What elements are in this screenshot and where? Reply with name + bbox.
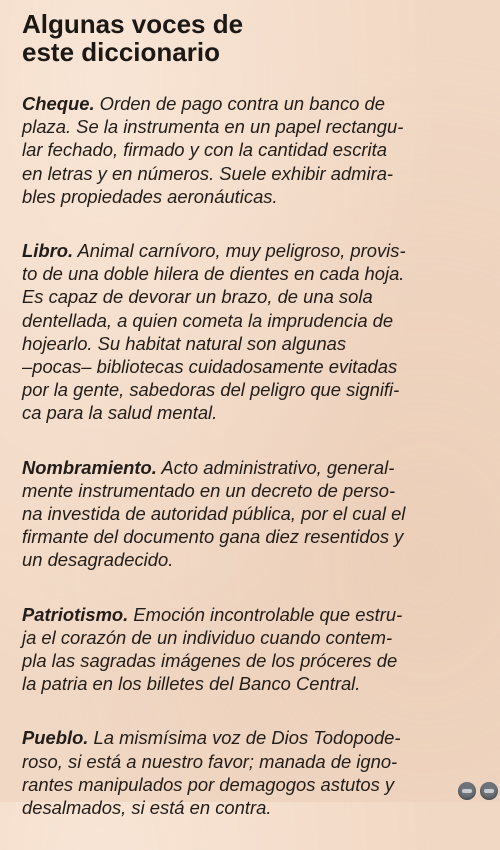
entry-line [22,262,490,285]
entry-line [22,332,490,355]
entry-text: por la gente, sabedoras del peligro que signifi- [22,379,400,401]
page-title [22,10,490,66]
dictionary-entry [22,239,490,425]
entry-line [22,672,490,695]
entry-term: Libro. [22,240,74,262]
entry-text: ja el corazón de un individuo cuando contem- [22,626,393,648]
entry-line [22,649,490,672]
entry-text: Orden de pago contra un banco de [94,93,385,114]
entry-term: Pueblo. [22,727,89,749]
entry-text: lar fechado, firmado y con la cantidad escrita [22,139,387,161]
entry-text: desalmados, si está en contra. [22,797,272,819]
entry-term: Cheque. [22,93,95,114]
entry-line [22,626,490,649]
dictionary-entry [22,456,490,572]
entry-text: hojearlo. Su habitat natural son algunas [22,332,347,354]
article [22,10,490,850]
entry-line [22,548,490,571]
entry-text: firmante del documento gana diez resentidos y [22,526,404,548]
entry-line [22,773,490,796]
entry-text: roso, si está a nuestro favor; manada de igno- [22,750,398,772]
entry-line [22,603,490,626]
entry-text: bles propiedades aeronáuticas. [22,185,278,207]
entry-line [22,92,490,115]
badge-icon [458,782,476,800]
entry-line [22,378,490,401]
dictionary-entry [22,726,490,819]
entry-text: La mismísima voz de Dios Todopode- [88,727,401,749]
entry-text: en letras y en números. Suele exhibir admira- [22,162,394,184]
dictionary-entry [22,92,490,208]
entry-line [22,162,490,185]
entry-line [22,239,490,262]
entry-line [22,138,490,161]
entry-text: un desagradecido. [22,549,174,571]
entry-text: pla las sagradas imágenes de los próceres de [22,650,398,672]
badge-icon [480,782,498,800]
entry-line [22,401,490,424]
entry-text: mente instrumentado en un decreto de perso- [22,479,396,501]
entry-line [22,726,490,749]
entry-line [22,456,490,479]
title-line-1: Algunas voces de [22,9,244,39]
entry-term: Patriotismo. [22,603,129,625]
entry-line [22,115,490,138]
dictionary-entries [22,92,490,819]
corner-badges [458,782,498,800]
entry-text: plaza. Se la instrumenta en un papel rectangu- [22,116,404,138]
entry-line [22,479,490,502]
entry-text: rantes manipulados por demagogos astutos y [22,773,395,795]
entry-text: na investida de autoridad pública, por el cual el [22,503,406,525]
entry-line [22,796,490,819]
entry-text: Emoción incontrolable que estru- [128,603,403,625]
entry-text: Animal carnívoro, muy peligroso, provis- [73,240,406,262]
entry-line [22,502,490,525]
entry-line [22,309,490,332]
title-line-2: este diccionario [22,37,220,67]
entry-line [22,750,490,773]
entry-text: –pocas– bibliotecas cuidadosamente evitadas [22,356,398,378]
entry-text: ca para la salud mental. [22,402,218,424]
entry-text: la patria en los billetes del Banco Central. [22,673,361,695]
dictionary-entry [22,603,490,696]
entry-line [22,525,490,548]
entry-line [22,285,490,308]
entry-text: Acto administrativo, general- [156,456,395,478]
entry-text: Es capaz de devorar un brazo, de una sola [22,286,373,308]
entry-line [22,355,490,378]
entry-line [22,185,490,208]
entry-term: Nombramiento. [22,456,157,478]
entry-text: to de una doble hilera de dientes en cada hoja. [22,263,405,285]
entry-text: dentellada, a quien cometa la imprudencia de [22,309,394,331]
